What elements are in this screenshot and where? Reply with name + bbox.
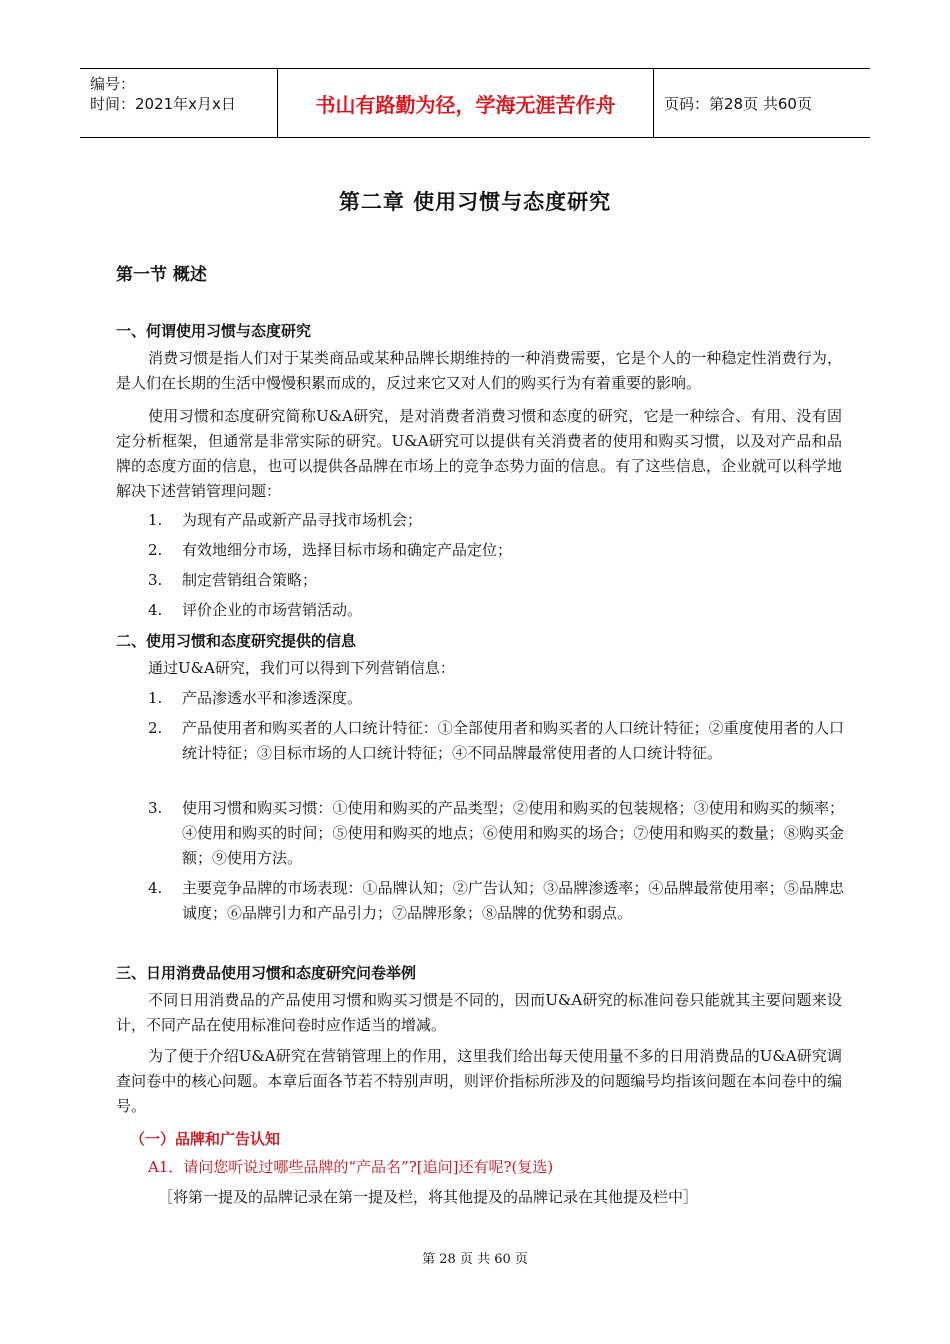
part3-heading: 三、日用消费品使用习惯和态度研究问卷举例: [116, 964, 417, 982]
part2-heading: 二、使用习惯和态度研究提供的信息: [116, 632, 357, 650]
question-a1: A1．请问您听说过哪些品牌的“产品名”?[追问]还有呢?(复选): [148, 1158, 554, 1176]
section-title: 第一节 概述: [116, 265, 207, 285]
list-text: 使用习惯和购买习惯：①使用和购买的产品类型；②使用和购买的包装规格；③使用和购买的频率；④使用和购买的时间；⑤使用和购买的地点；⑥使用和购买的场合；⑦使用和购买的数量；⑧购买金额；⑨使用方法。: [182, 799, 844, 867]
list-text: 有效地细分市场，选择目标市场和确定产品定位；: [182, 541, 513, 559]
list-text: 产品渗透水平和渗透深度。: [182, 689, 363, 707]
list-number: 4.: [148, 879, 163, 897]
chapter-title: 第二章 使用习惯与态度研究: [338, 190, 612, 214]
part2-list-item: [148, 686, 844, 711]
list-number: 3.: [148, 571, 163, 589]
header-motto-cell: [278, 69, 654, 137]
question-instruction: ［将第一提及的品牌记录在第一提及栏，将其他提及的品牌记录在其他提及栏中］: [158, 1188, 699, 1206]
list-number: 3.: [148, 799, 163, 817]
part1-list-item: [148, 568, 844, 593]
part2-list-item: [148, 796, 844, 871]
part1-heading: 一、何谓使用习惯与态度研究: [116, 322, 312, 340]
list-number: 2.: [148, 719, 163, 737]
subsection-heading: （一）品牌和广告认知: [130, 1130, 281, 1148]
part2-list-item: [148, 876, 844, 926]
page-footer: 第 28 页 共 60 页: [422, 1252, 528, 1267]
list-number: 1.: [148, 689, 163, 707]
document-date-label: 时间：2021年x月x日: [90, 95, 236, 113]
part3-paragraph-2: 为了便于介绍U&A研究在营销管理上的作用，这里我们给出每天使用量不多的日用消费品的U&A研究调查问卷中的核心问题。本章后面各节若不特别声明，则评价指标所涉及的问题编号均指该问题在本问卷中的编号。: [116, 1047, 842, 1115]
part1-paragraph-1: 消费习惯是指人们对于某类商品或某种品牌长期维持的一种消费需要，它是个人的一种稳定性消费行为，是人们在长期的生活中慢慢积累而成的，反过来它又对人们的购买行为有着重要的影响。: [116, 349, 842, 392]
part1-list-item: [148, 508, 844, 533]
list-text: 制定营销组合策略；: [182, 571, 318, 589]
list-number: 4.: [148, 601, 163, 619]
part2-intro: 通过U&A研究，我们可以得到下列营销信息：: [148, 659, 455, 677]
list-text: 主要竞争品牌的市场表现：①品牌认知；②广告认知；③品牌渗透率；④品牌最常使用率；⑤品牌忠诚度；⑥品牌引力和产品引力；⑦品牌形象；⑧品牌的优势和弱点。: [182, 879, 844, 922]
list-number: 1.: [148, 511, 163, 529]
list-text: 评价企业的市场营销活动。: [182, 601, 363, 619]
header-motto: 书山有路勤为径，学海无涯苦作舟: [315, 92, 616, 117]
part1-list-item: [148, 598, 844, 623]
page-header: [80, 68, 870, 138]
header-page-info: 页码：第28页 共60页: [664, 94, 812, 113]
header-meta-cell: [80, 69, 278, 137]
part2-list-item: [148, 716, 844, 766]
list-text: 为现有产品或新产品寻找市场机会；: [182, 511, 423, 529]
list-text: 产品使用者和购买者的人口统计特征：①全部使用者和购买者的人口统计特征；②重度使用者的人口统计特征；③目标市场的人口统计特征；④不同品牌最常使用者的人口统计特征。: [182, 719, 844, 762]
part3-paragraph-1: 不同日用消费品的产品使用习惯和购买习惯是不同的，因而U&A研究的标准问卷只能就其主要问题来设计，不同产品在使用标准问卷时应作适当的增减。: [116, 991, 842, 1034]
document-number-label: 编号：: [90, 75, 136, 93]
header-page-cell: [654, 69, 870, 137]
part1-list-item: [148, 538, 844, 563]
list-number: 2.: [148, 541, 163, 559]
part1-paragraph-2: 使用习惯和态度研究简称U&A研究，是对消费者消费习惯和态度的研究，它是一种综合、有用、没有固定分析框架，但通常是非常实际的研究。U&A研究可以提供有关消费者的使用和购买习惯，以及对产品和品牌的态度方面的信息，也可以提供各品牌在市场上的竞争态势力面的信息。有了这些信息，企业就可以科学地解决下述营销管理问题：: [116, 407, 842, 500]
